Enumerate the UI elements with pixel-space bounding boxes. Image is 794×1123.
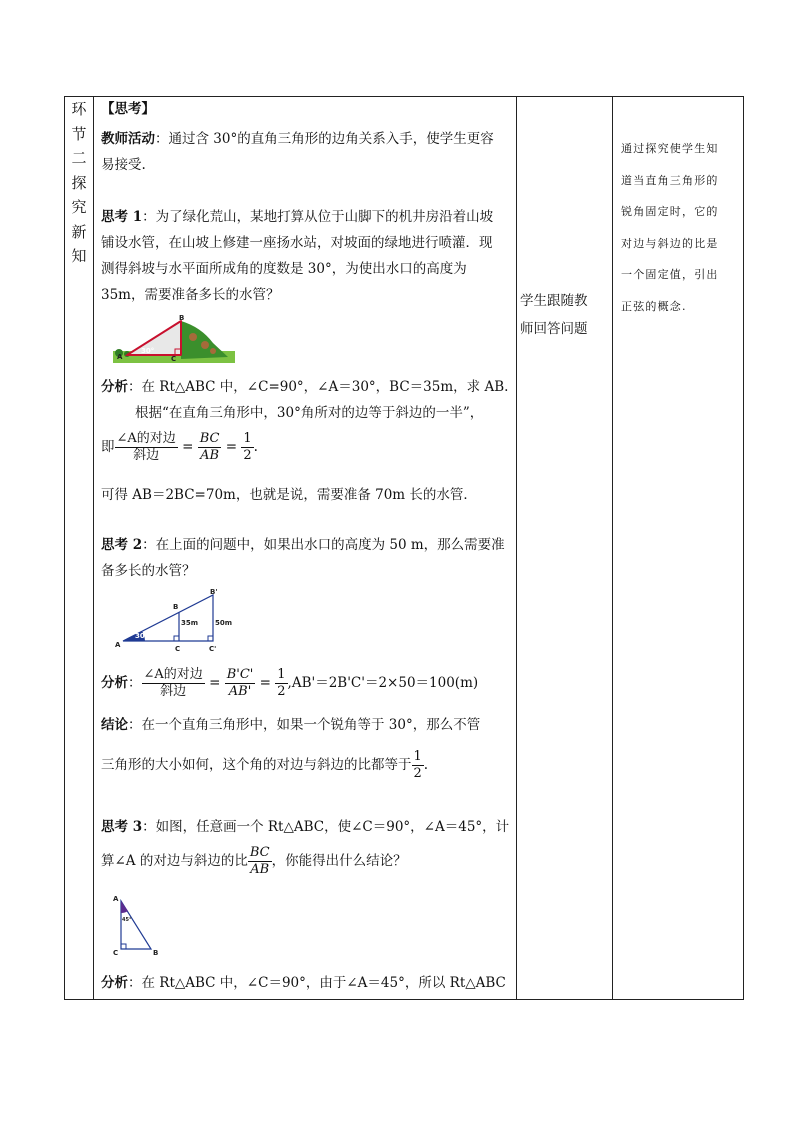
- student-activity: 学生跟随教 师回答问题: [520, 293, 588, 337]
- svg-text:50m: 50m: [215, 619, 233, 627]
- section-header: 【思考】: [101, 101, 155, 117]
- angle-label: 30°: [141, 347, 155, 355]
- hill-figure: [113, 315, 235, 367]
- svg-text:B: B: [173, 603, 179, 611]
- section-label: 环 节 二 探 究 新 知: [71, 100, 87, 265]
- svg-text:30°: 30°: [135, 632, 149, 640]
- teacher-activity: 教师活动：通过含 30°的直角三角形的边角关系入手，使学生更容: [101, 131, 494, 147]
- analysis-1-formula: 即 $\frac{\text{∠A的对边}}{\text{斜边}}$ = $\frac{BC}{AB}$ = $\frac{1}{2}$ .: [101, 431, 258, 463]
- analysis-3: 分析：在 Rt△ABC 中，∠C＝90°，由于∠A＝45°，所以 Rt△ABC: [101, 975, 506, 991]
- svg-text:45°: 45°: [122, 917, 132, 923]
- svg-text:C: C: [113, 949, 119, 957]
- svg-text:C: C: [175, 645, 181, 653]
- svg-text:B': B': [210, 589, 218, 596]
- conclusion: 结论：在一个直角三角形中，如果一个锐角等于 30°，那么不管: [101, 717, 481, 733]
- svg-text:A: A: [115, 641, 121, 649]
- column-divider: [516, 97, 517, 999]
- question-3: 思考 3：如图，任意画一个 Rt△ABC，使∠C＝90°，∠A＝45°，计: [101, 819, 510, 835]
- analysis-1: 分析：在 Rt△ABC 中，∠C=90°，∠A＝30°，BC＝35m，求 AB.: [101, 379, 509, 395]
- column-divider: [612, 97, 613, 999]
- column-divider: [93, 97, 94, 999]
- question-1: 思考 1：为了绿化荒山，某地打算从位于山脚下的机井房沿着山坡: [101, 209, 494, 225]
- label-a: A: [117, 353, 123, 361]
- label-b: B: [179, 315, 185, 322]
- lesson-table: 环 节 二 探 究 新 知 【思考】 教师活动：通过含 30°的直角三角形的边角关系入手，使学生更容 易接受. 思考 1：为了绿化荒山，某地打算从位于山脚下的机井房沿着山坡 铺设水管，在山坡上修建一座扬水站，对坡面的绿地进行喷灌．现 测得斜坡与水平面所成角的度数是 30°，为使出水口的高度为 35m，需要准备多长的水管？ A B C 30° 分析：在 Rt△ABC 中，∠C=90°，∠A＝30°，BC＝35m，求 AB. 根据“在直角三角形中，30°角所对的边等于斜边的一半”， 即 $\frac{\text{∠A的对边}}{\text{斜边}}$ = $\frac{BC}{AB}$ = $\frac{1}{2}$ . 可得 AB＝2BC=70m，也就是说，需要准备 70m 长的水管． 思考 2：在上面的问题中，如果出水口的高度为 50 m，那么需要准 备多长的水管？ A B B' C C' 35m 50m 30° 分析： $\frac{\text{∠A的对边}}{\text{斜边}}$ = $\frac{B'C'}{AB'}$ = $\frac{1}{2}$ ,AB'＝2B'C'＝2×50＝100(m) 结论：在一个直角三角形中，如果一个锐角等于 30°，那么不管 三角形的大小如何，这个角的对边与斜边的比都等于 $\frac{1}{2}$ . 思考 3：如图，任意画一个 Rt△ABC，使∠C＝90°，∠A＝45°，计 算∠A 的对边与斜边的比 $\frac{BC}{AB}$ ，你能得出什么结论？ A C B 45° 分析：在 Rt△ABC 中，∠C＝90°，由于∠A＝45°，所以 Rt△ABC 学生跟随教 师回答问题 通过探究使学生知 道当直角三角形的 锐角固定时，它的 对边与斜边的比是 一个固定值，引出 正弦的概念.: [64, 96, 744, 1000]
- triangle-figure-3: [101, 893, 171, 959]
- svg-text:A: A: [113, 895, 119, 903]
- svg-text:B: B: [153, 949, 159, 957]
- svg-text:35m: 35m: [181, 619, 199, 627]
- label-c: C: [171, 355, 177, 363]
- design-intent: 通过探究使学生知 道当直角三角形的 锐角固定时，它的 对边与斜边的比是 一个固定值，引出 正弦的概念.: [621, 142, 719, 313]
- triangle-figure-2: [115, 589, 235, 655]
- hill-slope: [181, 321, 228, 359]
- svg-text:C': C': [209, 645, 217, 653]
- analysis-2: 分析： $\frac{\text{∠A的对边}}{\text{斜边}}$ = $\frac{B'C'}{AB'}$ = $\frac{1}{2}$ ,AB'＝2B'C'＝2×50＝100(m): [101, 667, 479, 699]
- question-2: 思考 2：在上面的问题中，如果出水口的高度为 50 m，那么需要准: [101, 537, 505, 553]
